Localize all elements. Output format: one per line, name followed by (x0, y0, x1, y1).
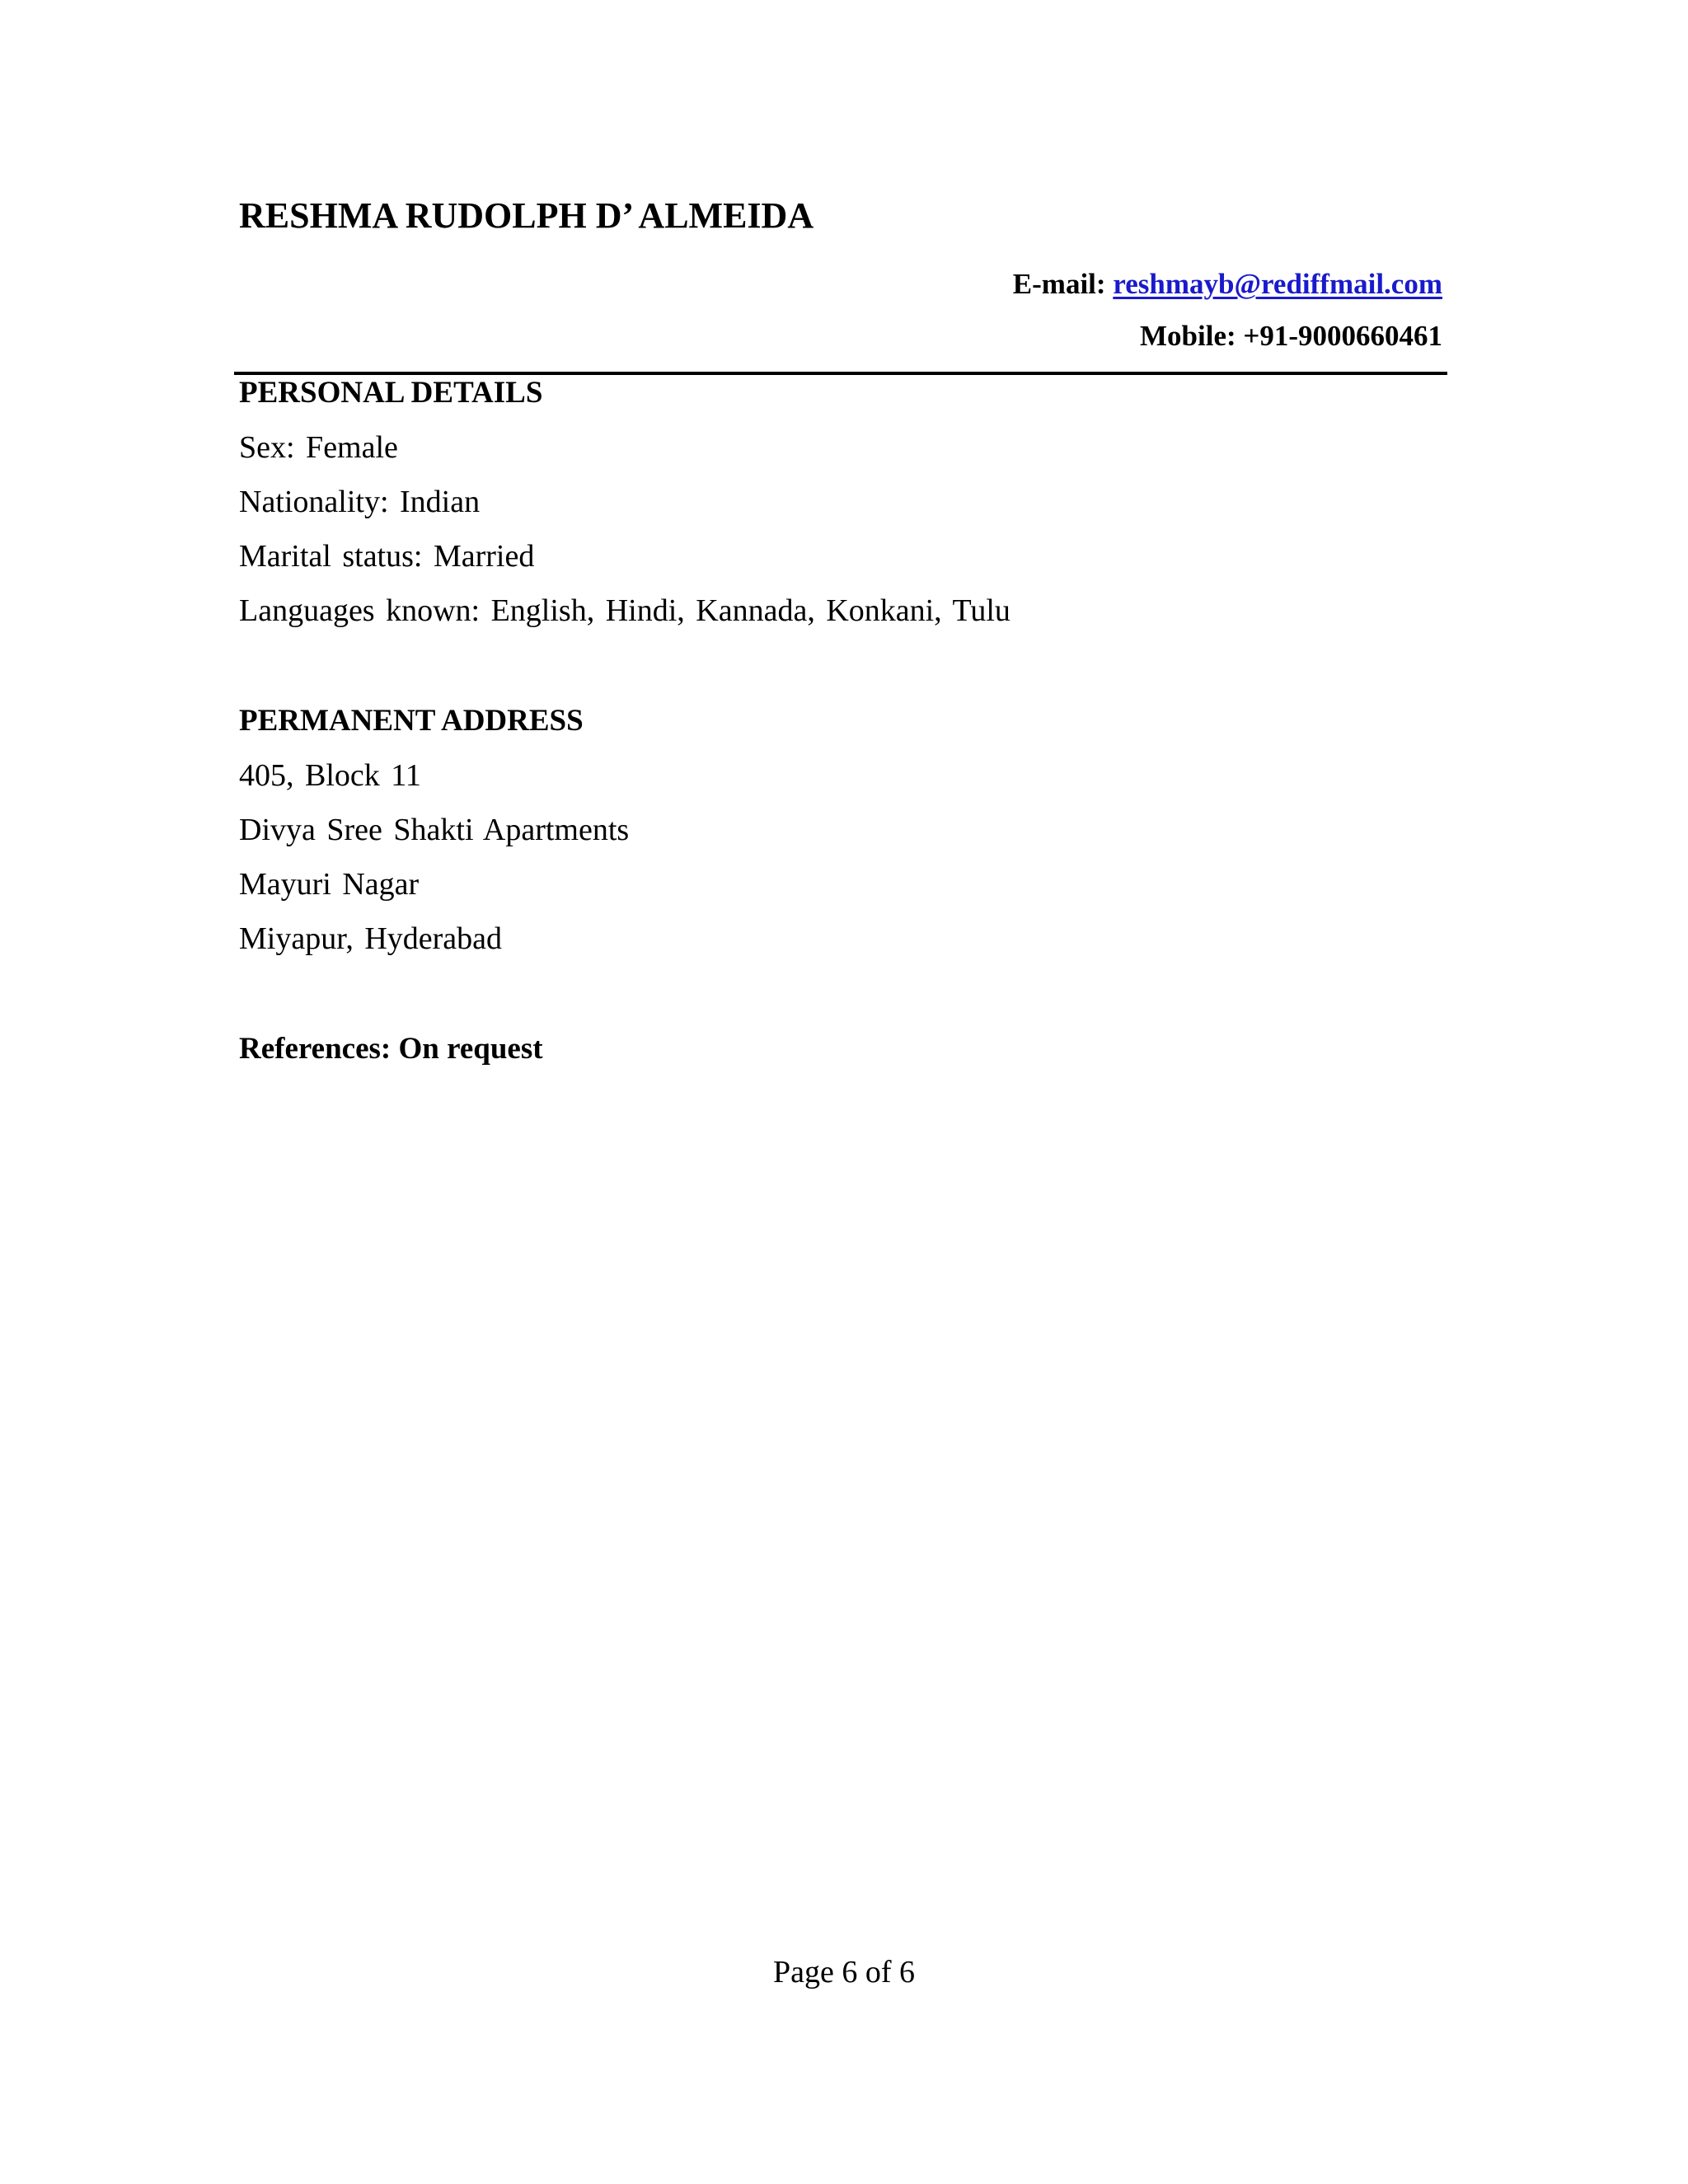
mobile-number: +91-9000660461 (1243, 320, 1442, 352)
references-line (239, 1033, 543, 1064)
personal-details-heading: PERSONAL DETAILS (239, 376, 543, 410)
page-number: Page 6 of 6 (772, 1955, 916, 1990)
personal-detail-sex: Sex: Female (239, 430, 398, 465)
header-divider (234, 372, 1447, 375)
references-value: On request (398, 1032, 543, 1066)
address-line-3: Mayuri Nagar (239, 867, 420, 902)
address-line-1: 405, Block 11 (239, 758, 421, 793)
email-line (1013, 269, 1442, 298)
email-label: E-mail: (1012, 268, 1106, 300)
address-line-2: Divya Sree Shakti Apartments (239, 813, 630, 847)
address-line-4: Miyapur, Hyderabad (239, 921, 503, 956)
document-title: RESHMA RUDOLPH D’ ALMEIDA (239, 195, 814, 236)
mobile-line (1140, 321, 1442, 350)
personal-detail-marital-status: Marital status: Married (239, 539, 535, 574)
references-label: References: (239, 1032, 392, 1066)
email-link[interactable]: reshmayb@rediffmail.com (1113, 268, 1442, 300)
personal-detail-nationality: Nationality: Indian (239, 485, 481, 519)
permanent-address-heading: PERMANENT ADDRESS (239, 704, 584, 738)
personal-detail-languages: Languages known: English, Hindi, Kannada, Konkani, Tulu (239, 593, 1010, 628)
mobile-label: Mobile: (1140, 320, 1236, 352)
